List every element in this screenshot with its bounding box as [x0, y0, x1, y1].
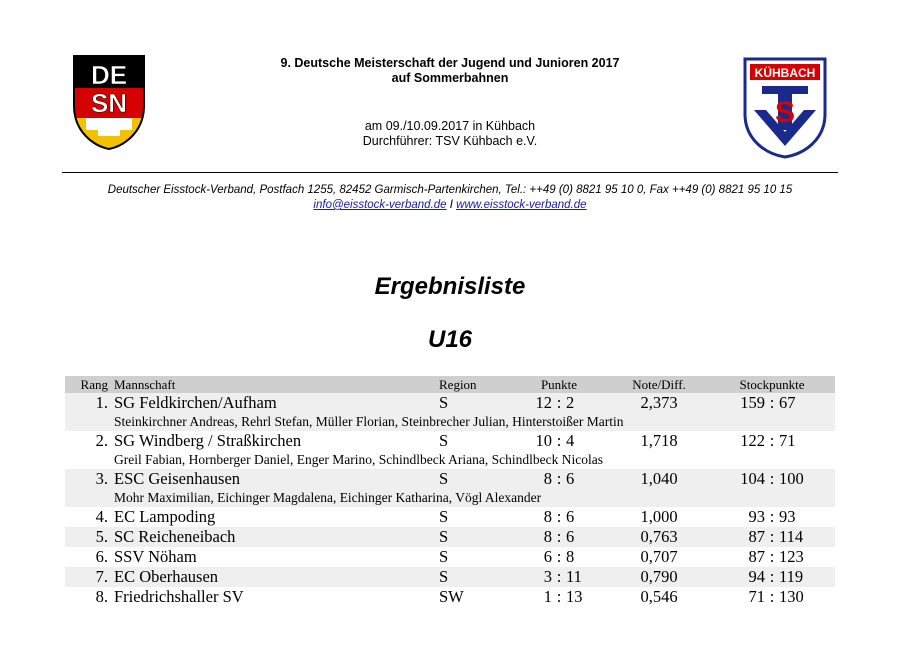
stockpoints-against: 119 — [779, 567, 804, 586]
note-cell: 2,373 — [609, 393, 709, 413]
team-members-row — [65, 413, 835, 431]
members-spacer — [65, 489, 114, 507]
points-lost: 11 — [566, 567, 582, 586]
association-address: Deutscher Eisstock-Verband, Postfach 1255, 82452 Garmisch-Partenkirchen, Tel.: ++49 (0) 8821 95 10 0, Fax ++49 (0) 8821 95 10 15 — [107, 184, 793, 196]
members-spacer — [65, 451, 114, 469]
table-row — [65, 469, 835, 489]
region-cell: S — [439, 527, 509, 547]
rank-cell: 4. — [95, 507, 108, 526]
table-row — [65, 431, 835, 451]
stockpoints-for: 159 — [740, 393, 765, 412]
note-cell: 0,707 — [640, 547, 678, 566]
stockpoints-for: 104 — [740, 469, 765, 488]
stockpoints-cell — [709, 507, 835, 527]
note-cell: 1,000 — [640, 507, 678, 526]
stockpoints-separator: : — [769, 431, 775, 450]
points-separator: : — [556, 431, 562, 450]
header-date-line: am 09./10.09.2017 in Kühbach — [364, 119, 536, 133]
team-cell: Friedrichshaller SV — [114, 587, 244, 606]
stockpoints-for: 93 — [748, 507, 765, 526]
region-cell: S — [439, 431, 449, 450]
team-members: Mohr Maximilian, Eichinger Magdalena, Eichinger Katharina, Vögl Alexander — [114, 489, 835, 507]
column-header-stockpoints: Stockpunkte — [709, 376, 835, 393]
rank-cell: 2. — [95, 431, 108, 450]
points-won: 1 — [543, 587, 552, 606]
table-row — [65, 393, 835, 413]
points-separator: : — [556, 527, 562, 546]
note-cell: 1,718 — [640, 431, 678, 450]
stockpoints-against: 114 — [779, 527, 804, 546]
team-cell: EC Lampoding — [114, 507, 216, 526]
region-cell: S — [439, 393, 509, 413]
region-cell: S — [439, 547, 449, 566]
table-header-row — [65, 376, 835, 393]
table-row — [65, 507, 835, 527]
stockpoints-against: 130 — [779, 587, 804, 606]
desv-shield-icon — [72, 54, 146, 150]
tsv-kuehbach-logo — [742, 56, 828, 160]
stockpoints-cell — [709, 393, 835, 413]
stockpoints-separator: : — [769, 527, 775, 546]
table-row — [65, 587, 835, 607]
desv-logo-text-top: DE — [90, 60, 128, 90]
association-contact — [40, 198, 860, 213]
column-header-rank: Rang — [65, 376, 114, 393]
points-separator: : — [556, 567, 562, 586]
stockpoints-cell — [709, 587, 835, 607]
points-lost: 6 — [566, 469, 575, 488]
header-title-line2: auf Sommerbahnen — [391, 71, 509, 85]
tsv-shield-icon — [742, 56, 828, 160]
stockpoints-against: 123 — [779, 547, 804, 566]
stockpoints-separator: : — [769, 587, 775, 606]
note-cell: 0,763 — [609, 527, 709, 547]
team-cell: SC Reicheneibach — [114, 527, 439, 547]
note-cell: 0,790 — [609, 567, 709, 587]
points-won: 8 — [543, 469, 552, 488]
region-cell: S — [439, 567, 509, 587]
table-row — [65, 527, 835, 547]
rank-cell: 8. — [95, 587, 108, 606]
points-separator: : — [556, 507, 562, 526]
tsv-logo-banner: KÜHBACH — [754, 66, 816, 80]
stockpoints-cell — [709, 547, 835, 567]
stockpoints-cell — [709, 431, 835, 451]
column-header-points: Punkte — [509, 376, 609, 393]
column-header-team: Mannschaft — [114, 376, 439, 393]
rank-cell: 5. — [65, 527, 114, 547]
team-cell: SG Feldkirchen/Aufham — [114, 393, 439, 413]
points-lost: 6 — [566, 527, 575, 546]
team-members: Greil Fabian, Hornberger Daniel, Enger Marino, Schindlbeck Ariana, Schindlbeck Nicolas — [114, 452, 603, 467]
stockpoints-separator: : — [769, 393, 775, 412]
team-members-row — [65, 451, 835, 469]
team-cell: ESC Geisenhausen — [114, 469, 439, 489]
website-link[interactable]: www.eisstock-verband.de — [456, 199, 587, 211]
table-row — [65, 547, 835, 567]
team-cell: EC Oberhausen — [114, 567, 439, 587]
rank-cell: 1. — [65, 393, 114, 413]
points-won: 6 — [543, 547, 552, 566]
points-lost: 4 — [566, 431, 575, 450]
points-cell — [509, 547, 609, 567]
note-cell: 1,040 — [609, 469, 709, 489]
points-cell — [509, 527, 609, 547]
stockpoints-cell — [709, 469, 835, 489]
points-won: 8 — [543, 527, 552, 546]
points-lost: 8 — [566, 547, 575, 566]
points-won: 3 — [543, 567, 552, 586]
results-table — [65, 376, 835, 607]
team-cell: SG Windberg / Straßkirchen — [114, 431, 302, 450]
contact-separator: I — [446, 199, 457, 211]
stockpoints-for: 122 — [740, 431, 765, 450]
column-header-note: Note/Diff. — [609, 376, 709, 393]
note-cell: 0,546 — [640, 587, 678, 606]
stockpoints-separator: : — [769, 507, 775, 526]
rank-cell: 3. — [65, 469, 114, 489]
rank-cell: 7. — [65, 567, 114, 587]
stockpoints-against: 71 — [779, 431, 796, 450]
region-cell: SW — [439, 587, 464, 606]
stockpoints-for: 87 — [748, 547, 765, 566]
stockpoints-against: 93 — [779, 507, 796, 526]
points-cell — [509, 587, 609, 607]
desv-logo — [72, 54, 146, 150]
points-lost: 6 — [566, 507, 575, 526]
column-header-region: Region — [439, 376, 509, 393]
points-won: 10 — [535, 431, 552, 450]
stockpoints-separator: : — [769, 547, 775, 566]
table-row — [65, 567, 835, 587]
tsv-logo-letter-s: S — [774, 96, 796, 129]
desv-logo-text-bottom: SN — [90, 88, 128, 118]
category-title: U16 — [427, 326, 473, 353]
stockpoints-against: 67 — [779, 393, 796, 412]
document-title: Ergebnisliste — [374, 273, 526, 300]
members-spacer — [65, 413, 114, 431]
header-organizer-line: Durchführer: TSV Kühbach e.V. — [362, 134, 538, 148]
stockpoints-against: 100 — [779, 469, 804, 488]
header-divider — [62, 172, 838, 173]
points-lost: 13 — [566, 587, 583, 606]
header-title-line1: 9. Deutsche Meisterschaft der Jugend und Junioren 2017 — [280, 56, 620, 70]
stockpoints-for: 94 — [748, 567, 765, 586]
points-separator: : — [556, 469, 562, 488]
points-won: 12 — [535, 393, 552, 412]
points-lost: 2 — [566, 393, 575, 412]
email-link[interactable]: info@eisstock-verband.de — [313, 199, 447, 211]
points-cell — [509, 431, 609, 451]
points-cell — [509, 507, 609, 527]
points-separator: : — [556, 547, 562, 566]
points-cell — [509, 469, 609, 489]
stockpoints-separator: : — [769, 567, 775, 586]
stockpoints-separator: : — [769, 469, 775, 488]
stockpoints-for: 87 — [748, 527, 765, 546]
points-separator: : — [556, 393, 562, 412]
points-cell — [509, 393, 609, 413]
points-won: 8 — [543, 507, 552, 526]
region-cell: S — [439, 507, 449, 526]
region-cell: S — [439, 469, 509, 489]
points-cell — [509, 567, 609, 587]
team-members-row — [65, 489, 835, 507]
stockpoints-cell — [709, 567, 835, 587]
points-separator: : — [556, 587, 562, 606]
team-cell: SSV Nöham — [114, 547, 197, 566]
team-members: Steinkirchner Andreas, Rehrl Stefan, Müller Florian, Steinbrecher Julian, Hinterstoißer Martin — [114, 413, 835, 431]
stockpoints-for: 71 — [748, 587, 765, 606]
stockpoints-cell — [709, 527, 835, 547]
rank-cell: 6. — [95, 547, 108, 566]
